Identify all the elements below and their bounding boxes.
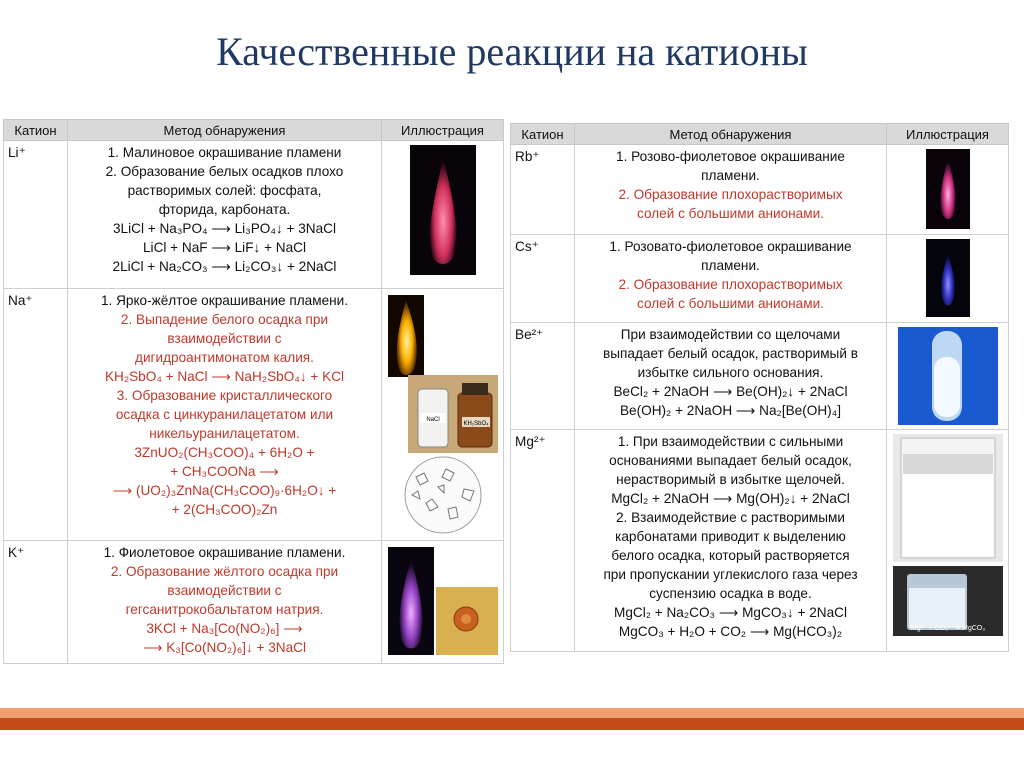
yellow-flame-and-bottles-image [386,293,500,453]
method-k: 1. Фиолетовое окрашивание пламени. 2. Образование жёлтого осадка при взаимодействии с гегсанитрокобальтатом натрия. 3KCl + Na₃[Co(NO₂)₆] ⟶ ⟶ K₃[Co(NO₂)₆]↓ + 3NaCl [68,541,382,664]
illustration-cs [887,235,1009,323]
footer-band-light [0,708,1024,718]
row-na [4,289,504,541]
cation-rb: Rb⁺ [511,145,575,235]
footer-band-dark [0,718,1024,730]
test-tube-white-precipitate-image [898,327,998,425]
method-na: 1. Ярко-жёлтое окрашивание пламени. 2. Выпадение белого осадка при взаимодействии с дигидроантимонатом калия. KH₂SbO₄ + NaCl ⟶ NaH₂SbO₄↓ + KCl 3. Образование кристаллического осадка с цинкуранилацетатом или никельуранилацетатом. 3ZnUO₂(CH₃COO)₄ + 6H₂O + + CH₃COONa ⟶ ⟶ (UO₂)₃ZnNa(CH₃COO)₉·6H₂O↓ + + 2(CH₃COO)₂Zn [68,289,382,541]
bottle-label-kh2sbo4: KH₂SbO₄ [463,421,489,427]
illustration-k [382,541,504,664]
slide-title: Качественные реакции на катионы [216,29,808,74]
header-cation: Катион [4,120,68,141]
row-mg [511,430,1009,652]
header-illustration: Иллюстрация [382,120,504,141]
cation-na: Na⁺ [4,289,68,541]
violet-flame-and-precipitate-image [386,545,500,657]
row-cs [511,235,1009,323]
header-row [4,120,504,141]
cation-be: Be²⁺ [511,323,575,430]
method-cs: 1. Розовато-фиолетовое окрашивание пламени. 2. Образование плохорастворимых солей с большими анионами. [575,235,887,323]
header-method: Метод обнаружения [575,124,887,145]
row-be [511,323,1009,430]
row-li [4,141,504,289]
method-be: При взаимодействии со щелочами выпадает белый осадок, растворимый в избытке сильного основания. BeCl₂ + 2NaOH ⟶ Be(OH)₂↓ + 2NaCl Be(OH)₂ + 2NaOH ⟶ Na₂[Be(OH)₄] [575,323,887,430]
header-row [511,124,1009,145]
row-k [4,541,504,664]
right-table [510,123,1009,652]
method-rb: 1. Розово-фиолетовое окрашивание пламени. 2. Образование плохорастворимых солей с большими анионами. [575,145,887,235]
mg-photo-caption: Mg²⁺ + CO₃²⁻ = MgCO₃ [910,625,985,632]
illustration-mg [887,430,1009,652]
mg-carbonate-beaker-image [893,566,1003,636]
method-mg: 1. При взаимодействии с сильными основаниями выпадает белый осадок, нерастворимый в избытке щелочей. MgCl₂ + 2NaOH ⟶ Mg(OH)₂↓ + 2NaCl 2. Взаимодействие с растворимыми карбонатами приводит к выделению белого осадка, который растворяется при пропускании углекислого газа через суспензию осадка в воде. MgCl₂ + Na₂CO₃ ⟶ MgCO₃↓ + 2NaCl MgCO₃ + H₂O + CO₂ ⟶ Mg(HCO₃)₂ [575,430,887,652]
cation-li: Li⁺ [4,141,68,289]
left-table [3,119,504,664]
cation-mg: Mg²⁺ [511,430,575,652]
crimson-flame-image [410,145,476,275]
illustration-na [382,289,504,541]
illustration-be [887,323,1009,430]
crystals-microscope-image [386,455,500,535]
pink-violet-flame-image [926,149,970,229]
header-method: Метод обнаружения [68,120,382,141]
header-illustration: Иллюстрация [887,124,1009,145]
method-li: 1. Малиновое окрашивание пламени 2. Образование белых осадков плохо растворимых солей: фосфата, фторида, карбоната. 3LiCl + Na₃PO₄ ⟶ Li₃PO₄↓ + 3NaCl LiCl + NaF ⟶ LiF↓ + NaCl 2LiCl + Na₂CO₃ ⟶ Li₂CO₃↓ + 2NaCl [68,141,382,289]
bottle-label-nacl: NaCl [426,417,440,423]
illustration-li [382,141,504,289]
blue-violet-flame-image [926,239,970,317]
header-cation: Катион [511,124,575,145]
cation-k: K⁺ [4,541,68,664]
row-rb [511,145,1009,235]
cation-cs: Cs⁺ [511,235,575,323]
mg-hydroxide-cylinder-image [893,434,1003,562]
illustration-rb [887,145,1009,235]
